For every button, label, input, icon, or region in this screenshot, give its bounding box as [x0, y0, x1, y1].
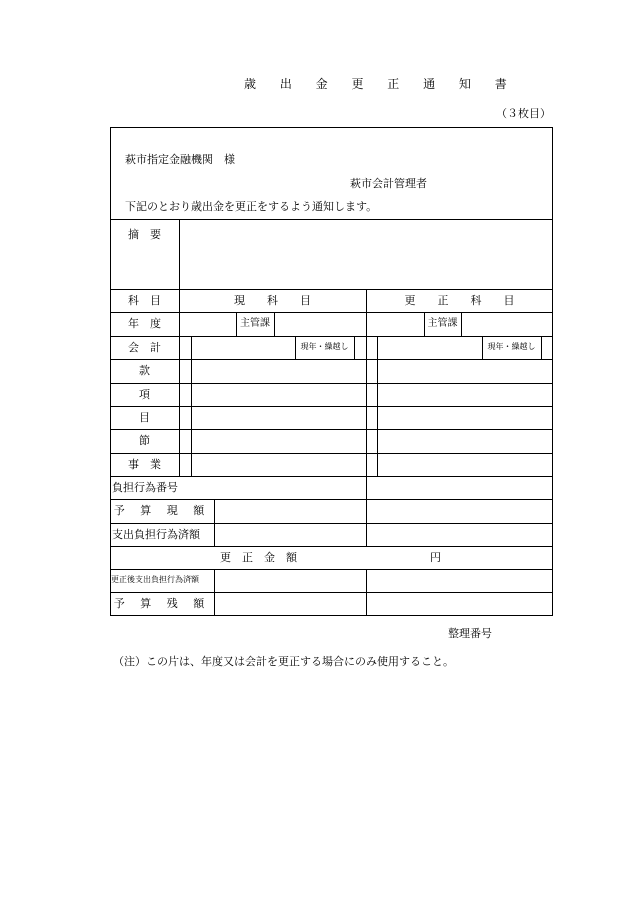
after-correction-label: 更正後支出負担行為済額 [111, 575, 199, 584]
col-divider [214, 499, 215, 546]
row-divider [110, 453, 553, 454]
kubun-current: 現年・繰越し [300, 342, 349, 351]
row-divider [110, 592, 553, 593]
burden-done-label: 支出負担行為済額 [112, 528, 200, 541]
burden-number-label: 負担行為番号 [112, 481, 178, 494]
subject-label: 科 目 [128, 294, 161, 307]
row-divider [110, 312, 553, 313]
row-divider [110, 476, 553, 477]
setsu-label: 節 [139, 434, 150, 447]
col-divider [179, 219, 180, 476]
row-divider [110, 383, 553, 384]
summary-label: 摘 要 [128, 228, 161, 241]
yen-unit: 円 [430, 551, 441, 564]
current-subject-header: 現 科 目 [234, 294, 311, 307]
dept-label-corrected: 主管課 [427, 318, 458, 329]
row-divider [110, 546, 553, 547]
col-divider [354, 336, 355, 359]
row-divider [110, 336, 553, 337]
col-divider [541, 336, 542, 359]
reference-number-label: 整理番号 [448, 627, 492, 640]
row-divider [110, 523, 553, 524]
kubun-corrected: 現年・繰越し [487, 342, 536, 351]
row-divider [110, 289, 553, 290]
moku-label: 目 [139, 411, 150, 424]
col-divider [214, 569, 215, 616]
col-divider [461, 312, 462, 336]
row-divider [110, 429, 553, 430]
kou-label: 項 [139, 388, 150, 401]
dept-label-current: 主管課 [240, 318, 270, 329]
col-divider [366, 569, 367, 616]
addressee-to: 萩市指定金融機関 様 [125, 153, 235, 166]
correction-amount-label: 更 正 金 額 [220, 551, 297, 564]
col-divider [191, 336, 192, 476]
corrected-subject-header: 更 正 科 目 [404, 294, 515, 307]
kan-label: 款 [139, 364, 150, 377]
footer-note: （注）この片は、年度又は会計を更正する場合にのみ使用すること。 [113, 655, 454, 668]
row-divider [110, 359, 553, 360]
col-divider [377, 336, 378, 476]
notice-message: 下記のとおり歳出金を更正をするよう通知します。 [125, 200, 378, 213]
row-divider [110, 406, 553, 407]
page-title: 歳 出 金 更 正 通 知 書 [244, 77, 517, 91]
budget-current-label: 予 算 現 額 [113, 504, 211, 517]
budget-remaining-label: 予 算 残 額 [113, 597, 211, 610]
col-divider [274, 312, 275, 336]
row-divider [110, 499, 553, 500]
jigyo-label: 事 業 [128, 458, 161, 471]
addressee-from: 萩市会計管理者 [350, 177, 427, 190]
copy-number: （３枚目） [496, 107, 551, 120]
account-label: 会 計 [128, 341, 161, 354]
row-divider [110, 219, 553, 220]
col-divider [366, 289, 367, 546]
year-label: 年 度 [128, 317, 161, 330]
row-divider [110, 569, 553, 570]
